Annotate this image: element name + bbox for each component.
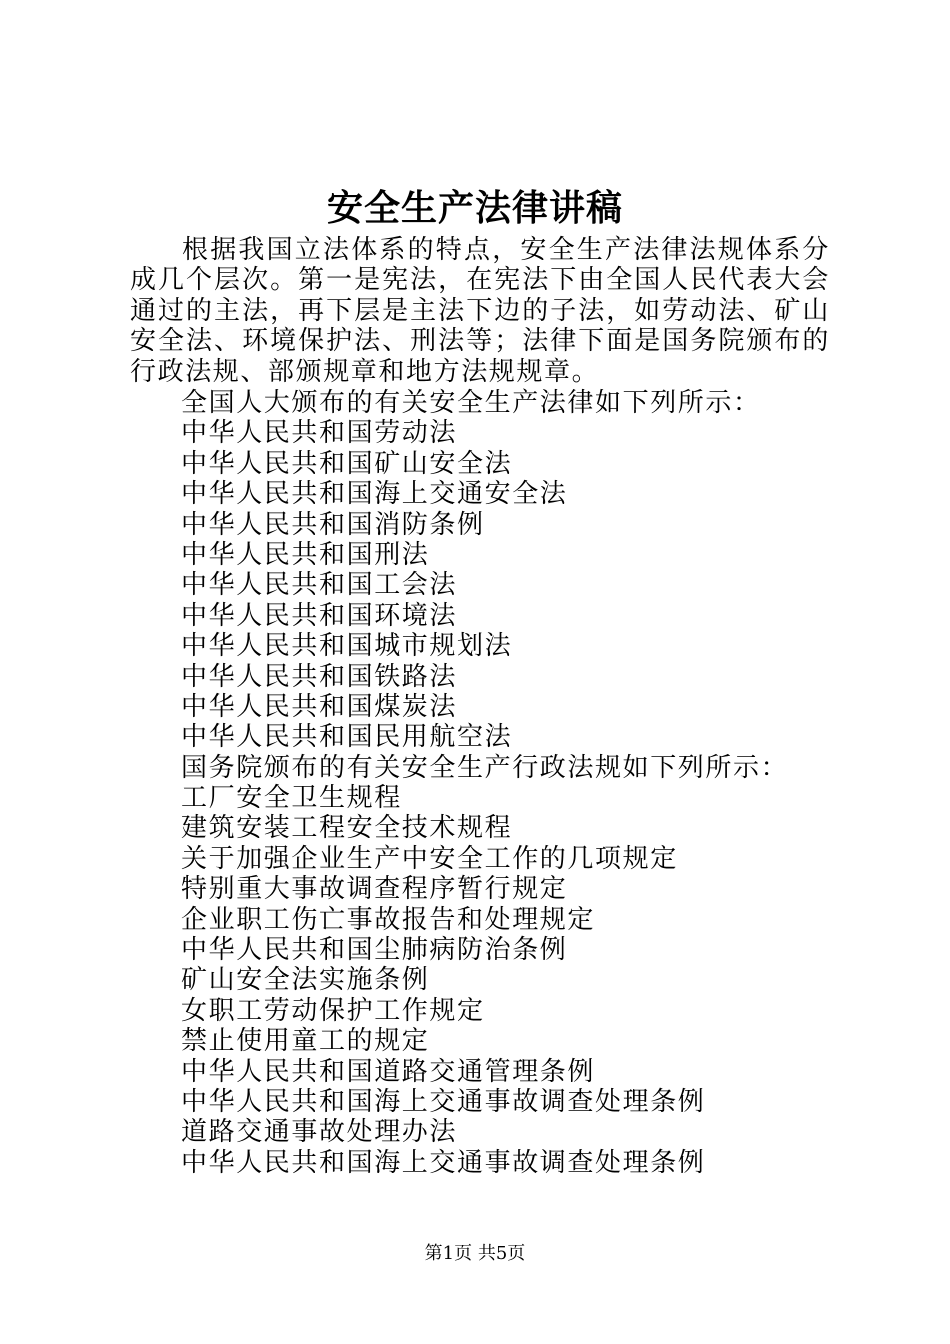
list-heading-national-laws: 全国人大颁布的有关安全生产法律如下列所示： — [181, 388, 761, 418]
page-number-footer: 第1页 共5页 — [424, 1243, 526, 1264]
list-item: 中华人民共和国尘肺病防治条例 — [181, 935, 568, 966]
list-item: 中华人民共和国环境法 — [181, 600, 458, 631]
document-title: 安全生产法律讲稿 — [326, 187, 623, 229]
list-item: 中华人民共和国海上交通事故调查处理条例 — [181, 1086, 706, 1117]
list-item: 女职工劳动保护工作规定 — [181, 995, 485, 1026]
list-item: 中华人民共和国海上交通事故调查处理条例 — [181, 1147, 706, 1178]
list-item: 中华人民共和国工会法 — [181, 570, 458, 601]
list-heading-state-council-regulations: 国务院颁布的有关安全生产行政法规如下列所示： — [181, 752, 789, 783]
list-item: 企业职工伤亡事故报告和处理规定 — [181, 904, 596, 935]
list-item: 中华人民共和国劳动法 — [181, 418, 458, 449]
list-item: 中华人民共和国道路交通管理条例 — [181, 1056, 596, 1087]
list-item: 中华人民共和国城市规划法 — [181, 631, 513, 662]
list-item: 关于加强企业生产中安全工作的几项规定 — [181, 843, 678, 874]
list-item: 中华人民共和国煤炭法 — [181, 691, 458, 722]
intro-paragraph: 根据我国立法体系的特点，安全生产法律法规体系分成几个层次。第一是宪法，在宪法下由全国人民代表大会通过的主法，再下层是主法下边的子法，如劳动法、矿山安全法、环境保护法、刑法等；法律下面是国务院颁布的行政法规、部颁规章和地方法规规章。 — [130, 235, 830, 387]
list-item: 中华人民共和国海上交通安全法 — [181, 479, 568, 510]
list-item: 建筑安装工程安全技术规程 — [181, 813, 513, 844]
list-item: 中华人民共和国民用航空法 — [181, 722, 513, 753]
list-item: 特别重大事故调查程序暂行规定 — [181, 874, 568, 905]
list-item: 中华人民共和国铁路法 — [181, 661, 458, 692]
list-item: 中华人民共和国矿山安全法 — [181, 448, 513, 479]
list-item: 道路交通事故处理办法 — [181, 1117, 458, 1148]
list-item: 中华人民共和国消防条例 — [181, 509, 485, 540]
law-list — [181, 388, 788, 1178]
list-item: 工厂安全卫生规程 — [181, 783, 402, 814]
list-item: 禁止使用童工的规定 — [181, 1026, 430, 1057]
list-item: 矿山安全法实施条例 — [181, 965, 430, 996]
list-item: 中华人民共和国刑法 — [181, 539, 430, 570]
